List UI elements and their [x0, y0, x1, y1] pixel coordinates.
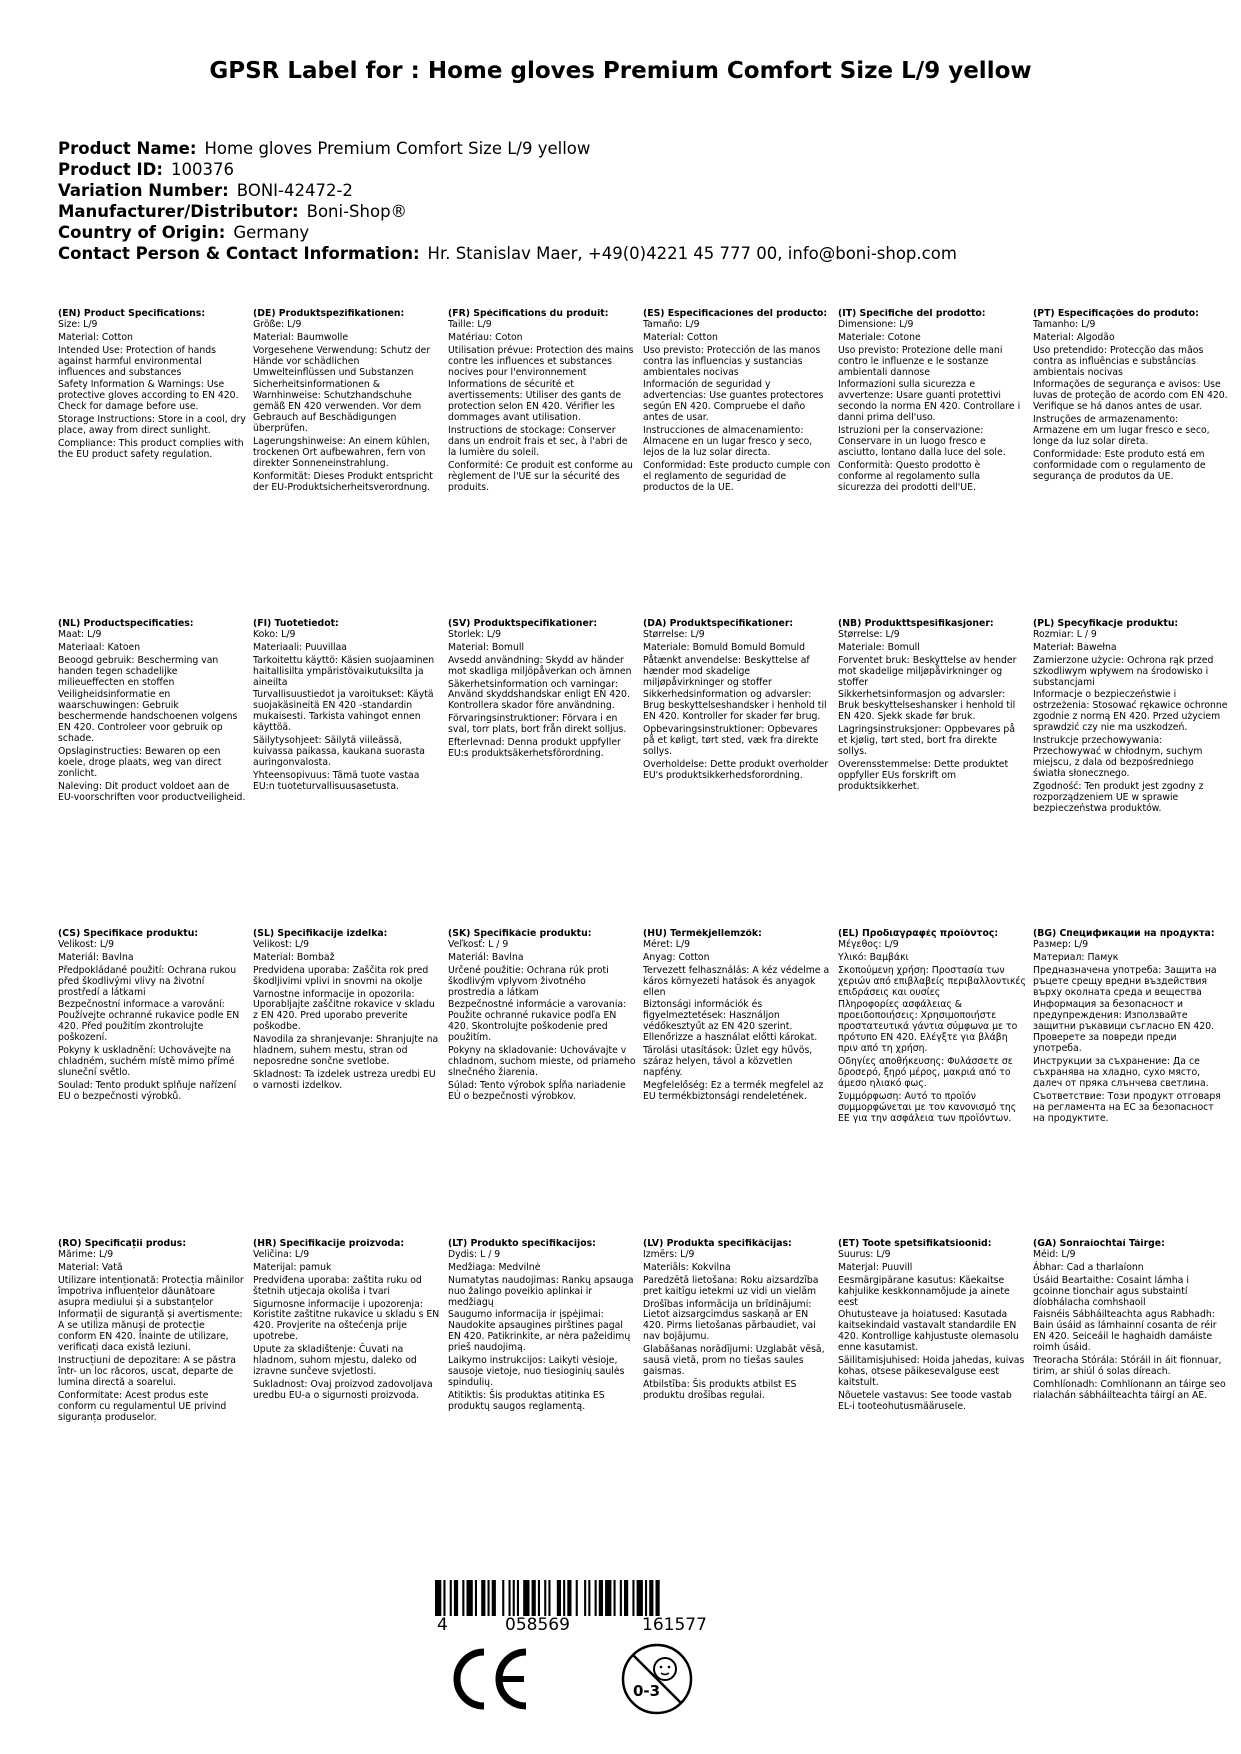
spec-block: Upute za skladištenje: Čuvati na hladnom, suhom mjestu, daleko od izravne sunčeve svjetlosti. [253, 1344, 417, 1377]
spec-block: Avsedd användning: Skydd av händer mot skadliga miljöpåverkan och ämnen [448, 654, 632, 677]
spec-header: (BG) Спецификации на продукта: [1033, 929, 1215, 939]
spec-block: Säkerhetsinformation och varningar: Använd skyddshandskar enligt EN 420. Kontrollera skador före användning. [448, 678, 630, 712]
spec-size: Dydis: L / 9 [448, 1248, 501, 1260]
spec-block: Informations de sécurité et avertissements: Utiliser des gants de protection selon EN 420. Vérifier les dommages avant utilisation. [448, 379, 622, 424]
spec-block: Säilytysohjeet: Säilytä viileässä, kuivassa paikassa, kaukana suorasta auringonvalosta. [253, 735, 425, 768]
spec-cell [643, 619, 831, 782]
spec-size: Størrelse: L/9 [643, 628, 705, 640]
spec-block: Intended Use: Protection of hands against harmful environmental influences and substances [58, 344, 216, 378]
spec-block: Zgodność: Ten produkt jest zgodny z rozporządzeniem UE w sprawie bezpieczeństwa produktów. [1033, 780, 1204, 814]
spec-cell [1033, 929, 1228, 1124]
spec-header: (LV) Produkta specifikācijas: [643, 1239, 792, 1249]
barcode-bar [513, 1580, 515, 1616]
spec-header: (SK) Špecifikácie produktu: [448, 929, 592, 939]
product-info [58, 138, 957, 264]
spec-material: Material: Bomull [448, 641, 525, 653]
age-label: 0-3 [633, 1682, 661, 1700]
spec-block: Navodila za shranjevanje: Shranjujte na hladnem, suhem mestu, stran od neposredne sončne svetlobe. [253, 1034, 439, 1067]
spec-block: Sikkerhedsinformation og advarsler: Brug beskyttelseshandsker i henhold til EN 420. Kontroller for skader før brug. [643, 689, 827, 723]
spec-cell [58, 619, 246, 804]
spec-material: Materiale: Bomuld Bomuld Bomuld [643, 641, 805, 653]
spec-block: Predvidena uporaba: Zaščita rok pred škodljivimi vplivi in snovmi na okolje [253, 964, 429, 987]
spec-block: Συμμόρφωση: Αυτό το προϊόν συμμορφώνεται με τον κανονισμό της ΕΕ για την ασφάλεια των προϊόντων. [838, 1090, 1017, 1124]
barcode-bar [557, 1580, 561, 1616]
barcode-bar [649, 1580, 653, 1616]
page-title: GPSR Label for : Home gloves Premium Comfort Size L/9 yellow [209, 58, 1032, 84]
spec-size: Méret: L/9 [643, 938, 691, 950]
spec-cell [253, 1239, 441, 1402]
spec-block: Utilisation prévue: Protection des mains contre les influences et substances nocives pour l'environnement [448, 344, 634, 378]
manufacturer-value: Boni-Shop® [306, 202, 408, 221]
spec-header: (SL) Specifikacije izdelka: [253, 929, 388, 939]
spec-cell [643, 309, 831, 494]
spec-block: Uso previsto: Protezione delle mani contro le influenze e le sostanze ambientali dannose [838, 344, 1003, 378]
spec-block: Předpokládané použití: Ochrana rukou před škodlivými vlivy na životní prostředí a látkami [58, 964, 237, 998]
spec-block: Instrucciones de almacenamiento: Almacene en un lugar fresco y seco, lejos de la luz solar directa. [643, 425, 813, 458]
barcode-bar [517, 1580, 519, 1616]
spec-block: Lagringsinstruksjoner: Oppbevares på et kjølig, tørt sted, bort fra direkte sollys. [838, 724, 1016, 757]
spec-block: Beoogd gebruik: Bescherming van handen tegen schadelijke milieueffecten en stoffen [58, 654, 219, 688]
spec-block: Utilizare intenționată: Protecția mâinilor împotriva influențelor dăunătoare asupra mediului și a substanțelor [58, 1274, 244, 1308]
spec-cell [448, 929, 636, 1103]
product-id-value: 100376 [170, 160, 234, 179]
spec-block: Pokyny k uskladnění: Uchovávejte na chladném, suchém místě mimo přímé sluneční světlo. [58, 1045, 235, 1078]
spec-block: Οδηγίες αποθήκευσης: Φυλάσσετε σε δροσερό, ξηρό μέρος, μακριά από το άμεσο ηλιακό φως. [838, 1055, 1013, 1089]
spec-header: (EL) Προδιαγραφές προϊόντος: [838, 929, 999, 939]
spec-cell [643, 929, 831, 1103]
spec-size: Veľkosť: L / 9 [448, 938, 509, 950]
spec-size: Size: L/9 [58, 318, 98, 330]
spec-material: Material: Vată [58, 1261, 123, 1273]
spec-block: Eesmärgipärane kasutus: Käekaitse kahjulike keskkonnamõjude ja ainete eest [838, 1274, 1010, 1308]
spec-block: Informații de siguranță și avertismente: A se utiliza mănuși de protecție conform EN 420. Înainte de utilizare, verificați daca există leziuni. [58, 1309, 243, 1354]
spec-size: Méid: L/9 [1033, 1248, 1076, 1260]
spec-material: Materiał: Bawełna [1033, 641, 1117, 653]
spec-material: Anyag: Cotton [643, 951, 710, 963]
spec-size: Mărime: L/9 [58, 1248, 114, 1260]
spec-cell [643, 1239, 831, 1402]
barcode-bar [488, 1580, 490, 1616]
spec-cell [838, 1239, 1026, 1413]
barcode-bar [509, 1580, 511, 1616]
spec-header: (LT) Produkto specifikacijos: [448, 1239, 596, 1249]
barcode-bar [462, 1580, 464, 1616]
spec-header: (ES) Especificaciones del producto: [643, 309, 828, 319]
barcode-bar [620, 1580, 622, 1616]
spec-block: Tarkoitettu käyttö: Käsien suojaaminen haitallisilta ympäristövaikutuksilta ja aineilta [253, 654, 435, 688]
variation-number-row [58, 180, 957, 201]
barcode-bar [475, 1580, 477, 1616]
spec-block: Súlad: Tento výrobok spĺňa nariadenie EÚ o bezpečnosti výrobkov. [448, 1079, 626, 1102]
spec-cell [1033, 619, 1228, 814]
spec-block: Información de seguridad y advertencias: Use guantes protectores según EN 420. Compruebe el daño antes de usar. [643, 379, 824, 424]
spec-block: Informacje o bezpieczeństwie i ostrzeżenia: Stosować rękawice ochronne zgodnie z normą EN 420. Przed użyciem sprawdzić czy nie ma uszkodzeń. [1033, 689, 1228, 734]
spec-header: (SV) Produktspecifikationer: [448, 619, 598, 629]
spec-size: Tamaño: L/9 [643, 318, 700, 330]
spec-size: Μέγεθος: L/9 [838, 938, 899, 950]
barcode-bar [563, 1580, 565, 1616]
spec-cell [448, 619, 636, 760]
spec-block: Sukladnost: Ovaj proizvod zadovoljava uredbu EU-a o sigurnosti proizvoda. [253, 1378, 433, 1401]
spec-material: Material: Cotton [58, 331, 133, 343]
spec-block: Glabāšanas norādījumi: Uzglabāt vēsā, sausā vietā, prom no tiešas saules gaismas. [643, 1344, 825, 1377]
spec-size: Velikost: L/9 [253, 938, 310, 950]
barcode-digits-3: 161577 [642, 1615, 707, 1635]
barcode-bar [576, 1580, 578, 1616]
spec-header: (DE) Produktspezifikationen: [253, 309, 405, 319]
spec-block: Πληροφορίες ασφάλειας & προειδοποιήσεις: Χρησιμοποιήστε προστατευτικά γάντια σύμφωνα με το πρότυπο EN 420. Ελέγξτε για βλάβη πριν από τη χρήση. [838, 999, 1018, 1055]
spec-size: Размер: L/9 [1033, 938, 1089, 950]
product-name-row [58, 138, 957, 159]
barcode-bar [624, 1580, 628, 1616]
spec-block: Uso pretendido: Protecção das mãos contra as influências e substâncias ambientais nocivas [1033, 344, 1204, 378]
spec-block: Информация за безопасност и предупреждения: Използвайте защитни ръкавици съгласно EN 420. Проверете за повреди преди употреба. [1033, 999, 1215, 1055]
spec-block: Conformità: Questo prodotto è conforme al regolamento sulla sicurezza dei prodotti dell'UE. [838, 459, 981, 493]
spec-cell [838, 929, 1026, 1124]
country-of-origin-label: Country of Origin: [58, 223, 226, 242]
barcode-bar [450, 1580, 452, 1616]
spec-block: Biztonsági információk és figyelmeztetések: Használjon védőkesztyűt az EN 420 szerint. Ellenőrizze a használat előtti károkat. [643, 999, 818, 1044]
spec-header: (IT) Specifiche del prodotto: [838, 309, 986, 319]
spec-block: Konformität: Dieses Produkt entspricht der EU-Produktsicherheitsverordnung. [253, 470, 433, 493]
spec-block: Efterlevnad: Denna produkt uppfyller EU:s produktsäkerhetsförordning. [448, 737, 621, 759]
spec-size: Taille: L/9 [448, 318, 492, 330]
barcode-bar [538, 1580, 540, 1616]
spec-block: Säilitamisjuhised: Hoida jahedas, kuivas kohas, otsese päikesevalguse eest kaitstult. [838, 1355, 1025, 1388]
spec-size: Koko: L/9 [253, 628, 296, 640]
spec-block: Treoracha Stórála: Stóráil in áit fionnuar, tirim, ar shiúl ó solas díreach. [1033, 1355, 1222, 1377]
barcode [435, 1580, 740, 1616]
barcode-bar [454, 1580, 458, 1616]
product-id-row [58, 159, 957, 180]
spec-block: Pokyny na skladovanie: Uchovávajte v chladnom, suchom mieste, od priameho slnečného žiarenia. [448, 1045, 636, 1078]
spec-size: Dimensione: L/9 [838, 318, 914, 330]
spec-block: Atitiktis: Šis produktas atitinka ES produktų saugos reglamentą. [448, 1389, 605, 1412]
spec-cell [838, 309, 1026, 494]
spec-block: Sicherheitsinformationen & Warnhinweise: Schutzhandschuhe gemäß EN 420 verwenden. Vor dem Gebrauch auf Beschädigungen überprüfen. [253, 379, 422, 435]
variation-number-value: BONI-42472-2 [236, 181, 353, 200]
spec-block: Conformidad: Este producto cumple con el reglamento de seguridad de productos de la UE. [643, 459, 831, 493]
spec-block: Yhteensopivuus: Tämä tuote vastaa EU:n tuoteturvallisuusasetusta. [253, 769, 420, 792]
spec-block: Istruzioni per la conservazione: Conservare in un luogo fresco e asciutto, lontano dalla luce del sole. [838, 425, 1006, 458]
spec-size: Maat: L/9 [58, 628, 102, 640]
spec-header: (CS) Specifikace produktu: [58, 929, 199, 939]
spec-block: Faisnéis Sábháilteachta agus Rabhadh: Bain úsáid as lámhainní cosanta de réir EN 420. Seiceáil le haghaidh damáiste roimh úsáid. [1033, 1309, 1217, 1354]
spec-block: Opbevaringsinstruktioner: Opbevares på et køligt, tørt sted, væk fra direkte sollys. [643, 724, 819, 757]
spec-block: Comhlíonadh: Comhlíonann an táirge seo rialachán sábháilteachta táirgí an AE. [1033, 1378, 1226, 1401]
barcode-bar [443, 1580, 445, 1616]
spec-block: Atbilstība: Šis produkts atbilst ES produktu drošības regulai. [643, 1378, 797, 1401]
spec-block: Påtænkt anvendelse: Beskyttelse af hænder mod skadelige miljøpåvirkninger og stoffer [643, 654, 810, 688]
spec-block: Varnostne informacije in opozorila: Uporabljajte zaščitne rokavice v skladu z EN 420. Pred uporabo preverite poškodbe. [253, 988, 435, 1033]
ce-mark-icon [448, 1648, 532, 1710]
spec-material: Material: Algodão [1033, 331, 1115, 343]
spec-material: Ábhar: Cad a tharlaíonn [1033, 1261, 1144, 1273]
spec-block: Ohutusteave ja hoiatused: Kasutada kaitsekindaid vastavalt standardile EN 420. Kontrollige kahjustuste olemasolu enne kasutamist. [838, 1309, 1019, 1354]
spec-cell [58, 1239, 246, 1424]
spec-material: Materiāls: Kokvilna [643, 1261, 731, 1273]
barcode-bar [492, 1580, 496, 1616]
spec-block: Drošības informācija un brīdinājumi: Lietot aizsargcimdus saskaņā ar EN 420. Pirms lietošanas pārbaudiet, vai nav bojājumu. [643, 1298, 816, 1343]
spec-block: Инструкции за съхранение: Да се съхранява на хладно, сухо място, далеч от пряка слънчева светлина. [1033, 1055, 1209, 1089]
spec-cell [1033, 309, 1228, 483]
spec-block: Predviđena uporaba: zaštita ruku od štetnih utjecaja okoliša i tvari [253, 1274, 422, 1297]
spec-block: Instruções de armazenamento: Armazene em um lugar fresco e seco, longe da luz solar direta. [1033, 414, 1210, 447]
spec-block: Laikymo instrukcijos: Laikyti vėsioje, sausoje vietoje, nuo tiesioginių saulės spindulių. [448, 1355, 625, 1388]
barcode-bar [467, 1580, 473, 1616]
spec-size: Velikost: L/9 [58, 938, 115, 950]
spec-size: Izmērs: L/9 [643, 1248, 695, 1260]
spec-header: (PT) Especificações do produto: [1033, 309, 1199, 319]
barcode-bar [637, 1580, 643, 1616]
spec-header: (DA) Produktspecifikationer: [643, 619, 794, 629]
spec-block: Turvallisuustiedot ja varoitukset: Käytä suojakäsineitä EN 420 -standardin mukaisesti. Tarkista vahingot ennen käyttöä. [253, 689, 434, 734]
spec-header: (GA) Sonraíochtaí Táirge: [1033, 1239, 1165, 1249]
spec-size: Størrelse: L/9 [838, 628, 900, 640]
spec-cell [58, 309, 246, 461]
spec-header: (NB) Produkttspesifikasjoner: [838, 619, 994, 629]
spec-size: Veličina: L/9 [253, 1248, 310, 1260]
spec-block: Safety Information & Warnings: Use protective gloves according to EN 420. Check for damage before use. [58, 379, 239, 413]
spec-header: (FR) Spécifications du produit: [448, 309, 609, 319]
barcode-bar [481, 1580, 485, 1616]
barcode-bar [588, 1580, 590, 1616]
contact-label: Contact Person & Contact Information: [58, 244, 420, 263]
spec-material: Materiál: Bavlna [448, 951, 524, 963]
spec-block: Opslaginstructies: Bewaren op een koele, droge plaats, weg van direct zonlicht. [58, 745, 222, 779]
barcode-digit-1: 4 [437, 1615, 448, 1635]
contact-value: Hr. Stanislav Maer, +49(0)4221 45 777 00, info@boni-shop.com [427, 244, 957, 263]
spec-block: Soulad: Tento produkt splňuje nařízení EU o bezpečnosti výrobků. [58, 1079, 237, 1102]
spec-block: Съответствие: Този продукт отговаря на регламента на ЕС за безопасност на продуктите. [1033, 1090, 1221, 1124]
spec-cell [838, 619, 1026, 793]
spec-size: Storlek: L/9 [448, 628, 502, 640]
spec-block: Förvaringsinstruktioner: Förvara i en sval, torr plats, bort från direkt solljus. [448, 713, 627, 736]
spec-size: Größe: L/9 [253, 318, 302, 330]
spec-cell [1033, 1239, 1228, 1402]
product-id-label: Product ID: [58, 160, 163, 179]
spec-block: Skladnost: Ta izdelek ustreza uredbi EU o varnosti izdelkov. [253, 1068, 436, 1091]
spec-cell [448, 1239, 636, 1413]
barcode-bar [595, 1580, 597, 1616]
barcode-bar [584, 1580, 586, 1616]
spec-block: Sikkerhetsinformasjon og advarsler: Bruk beskyttelseshansker i henhold til EN 420. Sjekk skade før bruk. [838, 689, 1016, 723]
spec-block: Informazioni sulla sicurezza e avvertenze: Usare guanti protettivi secondo la norma EN 420. Controllare i danni prima dell'uso. [838, 379, 1021, 424]
spec-block: Sigurnosne informacije i upozorenja: Koristite zaštitne rukavice u skladu s EN 420. Provjerite na oštećenja prije upotrebe. [253, 1298, 440, 1343]
spec-header: (ET) Toote spetsifikatsioonid: [838, 1239, 992, 1249]
spec-size: Suurus: L/9 [838, 1248, 891, 1260]
spec-size: Tamanho: L/9 [1033, 318, 1096, 330]
spec-block: Forventet bruk: Beskyttelse av hender mot skadelige miljøpåvirkninger og stoffer [838, 654, 1017, 688]
spec-block: Storage Instructions: Store in a cool, dry place, away from direct sunlight. [58, 414, 246, 437]
spec-material: Material: Bombaž [253, 951, 335, 963]
contact-row [58, 243, 957, 264]
spec-header: (PL) Specyfikacje produktu: [1033, 619, 1179, 629]
spec-block: Conformitate: Acest produs este conform cu regulamentul UE privind siguranța produselor. [58, 1389, 227, 1423]
barcode-bar [567, 1580, 571, 1616]
spec-block: Instrukcje przechowywania: Przechowywać w chłodnym, suchym miejscu, z dala od bezpośredniego światła słonecznego. [1033, 735, 1203, 779]
spec-material: Materiale: Bomull [838, 641, 920, 653]
spec-material: Υλικό: Βαμβάκι [838, 951, 909, 963]
spec-material: Materiál: Bavlna [58, 951, 134, 963]
product-name-label: Product Name: [58, 139, 197, 158]
spec-cell [448, 309, 636, 494]
spec-block: Naleving: Dit product voldoet aan de EU-voorschriften voor productveiligheid. [58, 780, 246, 803]
barcode-digits-2: 058569 [505, 1615, 570, 1635]
spec-header: (HR) Specifikacije proizvoda: [253, 1239, 405, 1249]
spec-block: Instructions de stockage: Conserver dans un endroit frais et sec, à l'abri de la lumière du soleil. [448, 425, 628, 458]
spec-block: Предназначена употреба: Защита на ръцете срещу вредни въздействия върху околната среда и вещества [1033, 964, 1217, 998]
spec-material: Matériau: Coton [448, 331, 523, 343]
spec-block: Instrucțiuni de depozitare: A se păstra într- un loc răcoros, uscat, departe de lumina directă a soarelui. [58, 1355, 236, 1388]
barcode-bar [614, 1580, 616, 1616]
spec-block: Určené použitie: Ochrana rúk proti škodlivým vplyvom životného prostredia a látkam [448, 964, 609, 998]
spec-material: Materijal: pamuk [253, 1261, 332, 1273]
spec-block: Compliance: This product complies with the EU product safety regulation. [58, 437, 244, 460]
spec-block: Bezpečnostné informácie a varovania: Použite ochranné rukavice podľa EN 420. Skontrolujte poškodenie pred použitím. [448, 999, 627, 1044]
spec-material: Materjal: Puuvill [838, 1261, 913, 1273]
variation-number-label: Variation Number: [58, 181, 229, 200]
barcode-bar [605, 1580, 611, 1616]
barcode-bar [632, 1580, 634, 1616]
not-for-children-0-3-icon [619, 1641, 695, 1717]
spec-block: Megfelelőség: Ez a termék megfelel az EU termékbiztonsági rendeletének. [643, 1079, 824, 1102]
barcode-bar [599, 1580, 603, 1616]
spec-material: Материал: Памук [1033, 951, 1119, 963]
spec-header: (FI) Tuotetiedot: [253, 619, 339, 629]
spec-material: Medžiaga: Medvilnė [448, 1261, 541, 1273]
barcode-bar [502, 1580, 504, 1616]
spec-cell [253, 309, 441, 494]
manufacturer-label: Manufacturer/Distributor: [58, 202, 299, 221]
barcode-bar [435, 1580, 441, 1616]
spec-block: Veiligheidsinformatie en waarschuwingen: Gebruik beschermende handschoenen volgens EN 420. Controleer voor gebruik op schade. [58, 689, 238, 745]
spec-material: Material: Cotton [643, 331, 718, 343]
spec-block: Uso previsto: Protección de las manos contra las influencias y sustancias ambientales nocivas [643, 344, 821, 378]
barcode-bar [532, 1580, 536, 1616]
spec-block: Conformidade: Este produto está em conformidade com o regulamento de segurança de produtos da UE. [1033, 448, 1206, 482]
country-of-origin-value: Germany [233, 223, 310, 242]
spec-material: Materiaal: Katoen [58, 641, 141, 653]
barcode-bar [656, 1580, 660, 1616]
spec-block: Úsáid Beartaithe: Cosaint lámha i gcoinne tionchair agus substaintí díobhálacha comhshaoil [1033, 1274, 1189, 1308]
spec-block: Overholdelse: Dette produkt overholder EU's produktsikkerhedsforordning. [643, 758, 829, 781]
spec-block: Saugumo informacija ir įspėjimai: Naudokite apsaugines pirštines pagal EN 420. Patikrinkite, ar nėra pažeidimų prieš naudojimą. [448, 1309, 631, 1354]
spec-block: Bezpečnostní informace a varování: Používejte ochranné rukavice podle EN 420. Před použitím zkontrolujte poškození. [58, 999, 240, 1044]
spec-block: Overensstemmelse: Dette produktet oppfyller EUs forskrift om produktsikkerhet. [838, 758, 1009, 792]
spec-material: Materiaali: Puuvillaa [253, 641, 348, 653]
spec-cell [58, 929, 246, 1103]
spec-header: (RO) Specificații produs: [58, 1239, 187, 1249]
spec-block: Informações de segurança e avisos: Use luvas de proteção de acordo com EN 420. Verifique se há danos antes de usar. [1033, 379, 1228, 413]
spec-block: Conformité: Ce produit est conforme au règlement de l'UE sur la sécurité des produits. [448, 459, 633, 493]
barcode-bar [544, 1580, 546, 1616]
spec-material: Material: Baumwolle [253, 331, 349, 343]
spec-block: Lagerungshinweise: An einem kühlen, trockenen Ort aufbewahren, fern von direkter Sonneneinstrahlung. [253, 435, 430, 469]
barcode-bar [645, 1580, 647, 1616]
spec-block: Numatytas naudojimas: Rankų apsauga nuo žalingo poveikio aplinkai ir medžiagų [448, 1274, 634, 1308]
spec-block: Paredzētā lietošana: Roku aizsardzība pret kaitīgu ietekmi uz vidi un vielām [643, 1274, 819, 1297]
spec-header: (HU) Termékjellemzők: [643, 929, 762, 939]
spec-block: Nõuetele vastavus: See toode vastab EL-i tooteohutusmäärusele. [838, 1389, 1012, 1412]
spec-block: Σκοπούμενη χρήση: Προστασία των χεριών από επιβλαβείς περιβαλλοντικές επιδράσεις και ουσίες [838, 964, 1026, 998]
spec-header: (NL) Productspecificaties: [58, 619, 194, 629]
spec-header: (EN) Product Specifications: [58, 309, 206, 319]
spec-block: Tervezett felhasználás: A kéz védelme a káros környezeti hatások és anyagok ellen [643, 964, 830, 998]
country-of-origin-row [58, 222, 957, 243]
product-name-value: Home gloves Premium Comfort Size L/9 yellow [204, 139, 591, 158]
manufacturer-row [58, 201, 957, 222]
barcode-bar [523, 1580, 529, 1616]
spec-size: Rozmiar: L / 9 [1033, 628, 1097, 640]
spec-block: Tárolási utasítások: Üzlet egy hűvös, száraz helyen, távol a közvetlen napfény. [643, 1045, 813, 1078]
spec-block: Vorgesehene Verwendung: Schutz der Hände vor schädlichen Umwelteinflüssen und Substanzen [253, 344, 431, 378]
spec-cell [253, 619, 441, 793]
spec-cell [253, 929, 441, 1092]
barcode-bar [548, 1580, 550, 1616]
spec-material: Materiale: Cotone [838, 331, 921, 343]
spec-block: Zamierzone użycie: Ochrona rąk przed szkodliwym wpływem na środowisko i substancjami [1033, 654, 1214, 688]
